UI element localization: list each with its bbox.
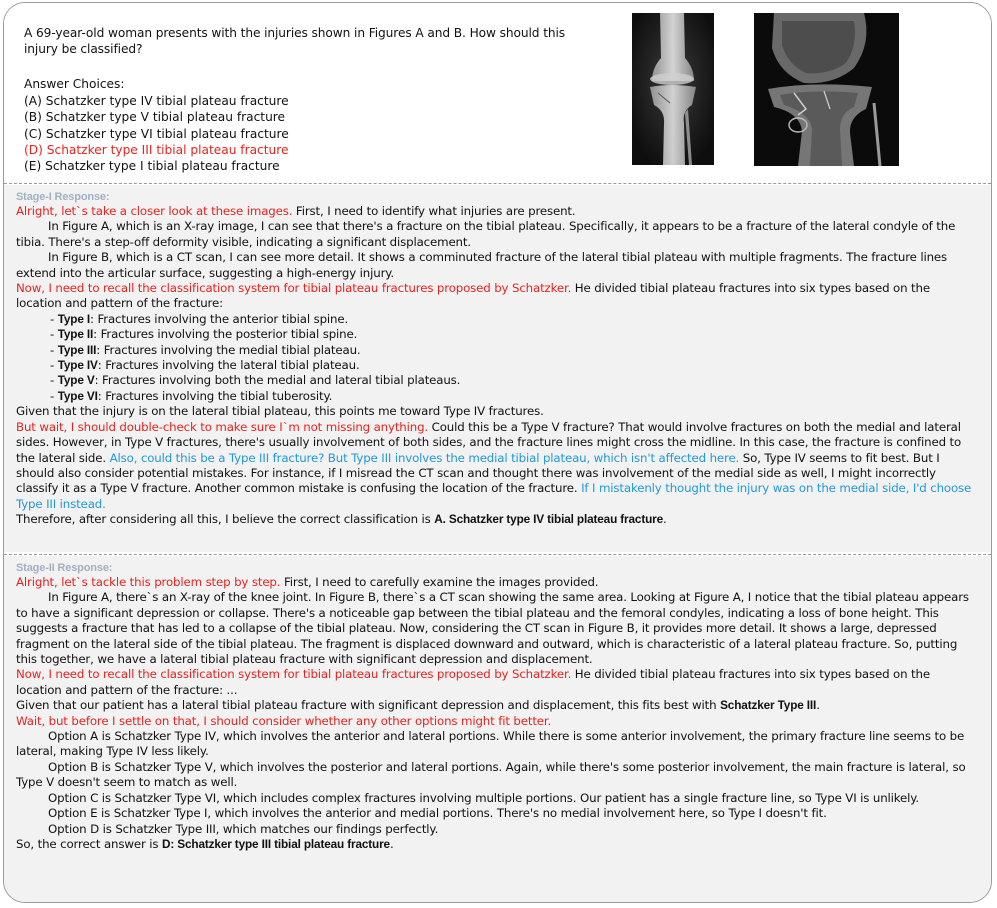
section-divider-1 <box>4 183 991 184</box>
question-section <box>4 3 991 181</box>
type-list-item: - Type II: Fractures involving the posterior tibial spine. <box>50 327 358 342</box>
qa-figure-card <box>3 2 992 903</box>
stage-2-p4: Given that our patient has a lateral tibial plateau fracture with significant depression and displacement, this fits best with Schatzker Type III. <box>16 698 820 713</box>
stage-2-p3: Now, I need to recall the classification system for tibial plateau fractures proposed by Schatzker. He divided tibial plateau fractures into six types based on the location and pattern of the fracture: ... <box>16 667 930 697</box>
option-paragraph: Option A is Schatzker Type IV, which involves the anterior and lateral portions. While there is some anterior involvement, the primary fracture line seems to be lateral, making Type IV less likely. <box>16 729 965 759</box>
figure-b-ct-image <box>754 13 899 166</box>
question-text: A 69-year-old woman presents with the injuries shown in Figures A and B. How should this injury be classified? <box>24 26 566 57</box>
stage-2-label: Stage-II Response: <box>16 562 113 574</box>
stage-2-p2: In Figure A, there`s an X-ray of the knee joint. In Figure B, there`s a CT scan showing the same area. Looking at Figure A, I notice that the tibial plateau appears to have a significant depression or collapse. There's a noticeable gap between the tibial plateau and the femoral condyles, indicating a loss of bone height. This suggests a fracture that has led to a collapse of the tibial plateau. Now, considering the CT scan in Figure B, it provides more detail. It shows a large, depressed fragment on the lateral side of the tibial plateau. The fragment is displaced downward and outward, which is characteristic of a lateral plateau fracture. So, putting this together, we have a lateral tibial plateau fracture with significant depression and displacement. <box>16 590 969 667</box>
answer-choices <box>24 76 289 174</box>
choice-e: (E) Schatzker type I tibial plateau fracture <box>24 159 280 174</box>
type-list-item: - Type V: Fractures involving both the medial and lateral tibial plateaus. <box>50 373 461 388</box>
option-paragraph: Option D is Schatzker Type III, which matches our findings perfectly. <box>48 821 439 836</box>
choice-a: (A) Schatzker type IV tibial plateau fracture <box>24 94 289 109</box>
type-list-item: - Type III: Fractures involving the medial tibial plateau. <box>50 342 361 357</box>
option-paragraph: Option E is Schatzker Type I, which involves the anterior and medial portions. There's no medial involvement here, so Type I doesn't fit. <box>48 806 827 821</box>
choice-c: (C) Schatzker type VI tibial plateau fracture <box>24 126 289 141</box>
type-list-item: - Type I: Fractures involving the anterior tibial spine. <box>50 311 349 326</box>
choice-d: (D) Schatzker type III tibial plateau fracture <box>24 142 289 157</box>
stage-2-body <box>16 562 973 852</box>
choices-header: Answer Choices: <box>24 77 125 91</box>
stage-1-p2: In Figure A, which is an X-ray image, I can see that there's a fracture on the tibial plateau. Specifically, it appears to be a fracture of the lateral condyle of the tibia. There's a step-off deformity visible, indicating a significant displacement. <box>16 219 956 249</box>
figure-a-xray-image <box>632 13 714 165</box>
stage-1-p3: In Figure B, which is a CT scan, I can see more detail. It shows a comminuted fracture of the lateral tibial plateau with multiple fragments. The fracture lines extend into the articular surface, suggesting a high-energy injury. <box>16 250 948 280</box>
xray-drawing <box>632 13 714 165</box>
section-divider-2 <box>4 554 991 555</box>
stage-2-p1: Alright, let`s tackle this problem step by step. First, I need to carefully examine the images provided. <box>16 575 599 589</box>
stage-1-conclusion: Therefore, after considering all this, I believe the correct classification is A. Schatzker type IV tibial plateau fracture. <box>16 512 667 527</box>
stage-1-p6: But wait, I should double-check to make sure I`m not missing anything. Could this be a Type V fracture? That would involve fractures on both the medial and lateral sides. However, in Type V fractures, there's usually involvement of both sides, and the fracture lines might cross the midline. In this case, the fracture is confined to the lateral side. Also, could this be a Type III fracture? But Type III involves the medial tibial plateau, which isn't affected here. So, Type IV seems to fit best. But I should also consider potential mistakes. For instance, if I misread the CT scan and thought there was involvement of the medial side as well, I might incorrectly classify it as a Type V fracture. Another common mistake is confusing the location of the fracture. If I mistakenly thought the injury was on the medial side, I'd choose Type III instead. <box>16 419 972 511</box>
stage-2-response <box>4 556 991 903</box>
type-list-item: - Type IV: Fractures involving the lateral tibial plateau. <box>50 358 360 373</box>
stage-1-p5: Given that the injury is on the lateral tibial plateau, this points me toward Type IV fractures. <box>16 404 544 419</box>
ct-drawing <box>754 13 899 166</box>
stage-2-conclusion: So, the correct answer is D: Schatzker type III tibial plateau fracture. <box>16 836 394 851</box>
choice-b: (B) Schatzker type V tibial plateau fracture <box>24 110 286 125</box>
stage-2-p5: Wait, but before I settle on that, I should consider whether any other options might fit better. <box>16 713 552 728</box>
option-paragraph: Option B is Schatzker Type V, which involves the posterior and lateral portions. Again, while there's some posterior involvement, the main fracture is lateral, so Type V doesn't seem to match as well. <box>16 759 966 790</box>
stage-1-p4: Now, I need to recall the classification system for tibial plateau fractures proposed by Schatzker. He divided tibial plateau fractures into six types based on the location and pattern of the fracture: <box>16 281 930 311</box>
type-list-item: - Type VI: Fractures involving the tibial tuberosity. <box>50 388 333 403</box>
stage-1-response <box>4 185 991 552</box>
stage-1-body <box>16 191 973 528</box>
option-paragraph: Option C is Schatzker Type VI, which includes complex fractures involving multiple portions. Our patient has a single fracture line, so Type VI is unlikely. <box>48 790 920 805</box>
stage-1-label: Stage-I Response: <box>16 191 110 203</box>
stage-1-p1: Alright, let`s take a closer look at these images. First, I need to identify what injuries are present. <box>16 204 576 218</box>
